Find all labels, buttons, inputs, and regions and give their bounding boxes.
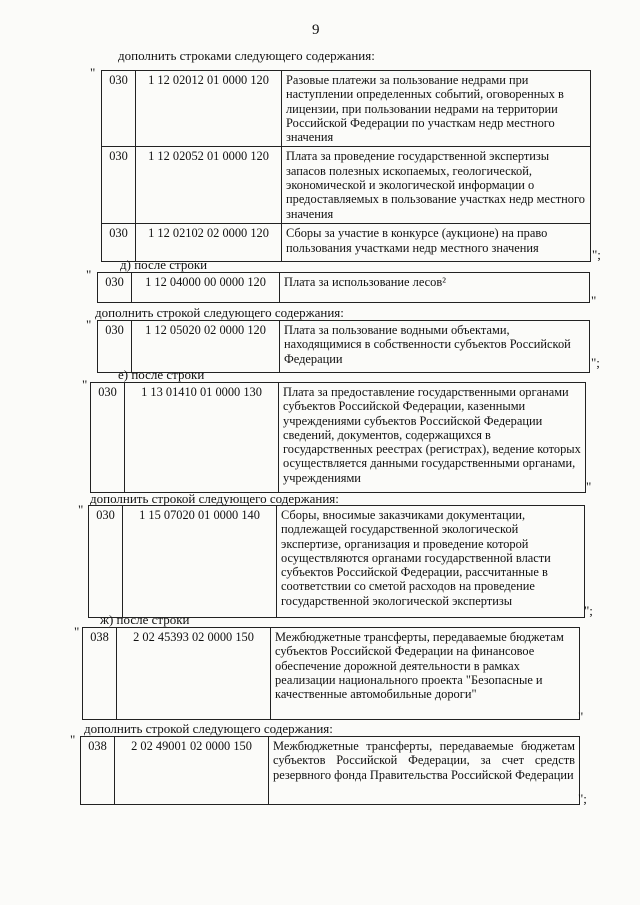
revenue-name-cell: Сборы, вносимые заказчиками документации, подлежащей государственной экологической экспертизе, организация и проведение которой осуществляются органами государственной власти субъектов Российской Федерации, рассчитанные в соответствии со сметой расходов на проведение государственной экологической экспертизы [277,506,585,618]
admin-code-cell: 030 [102,147,136,224]
block-intro: дополнить строкой следующего содержания: [95,305,344,320]
revenue-name-cell: Плата за использование лесов² [280,273,590,303]
open-quote: " [90,65,96,80]
block-intro: е) после строки [118,367,205,382]
revenue-name-cell: Плата за проведение государственной экспертизы запасов полезных ископаемых, геологической, экономической и экологической информации о предоставляемых в пользование участках недр местного значения [282,147,591,224]
close-quote: " [578,709,584,724]
code-table [88,505,585,618]
close-quote: " [586,479,592,494]
table-row [81,737,580,805]
open-quote: " [86,317,92,332]
block-intro: дополнить строкой следующего содержания: [90,491,339,506]
admin-code-cell: 030 [102,224,136,262]
block-intro: ж) после строки [100,612,190,627]
open-quote: " [74,624,80,639]
open-quote: " [86,267,92,282]
table-row [83,628,580,720]
table-row [102,147,591,224]
code-table [97,320,590,373]
block-intro: д) после строки [120,257,208,272]
table-row [102,71,591,147]
admin-code-cell: 038 [83,628,117,720]
revenue-code-cell: 2 02 49001 02 0000 150 [115,737,269,805]
code-table [97,272,590,303]
admin-code-cell: 030 [98,273,132,303]
revenue-code-cell: 2 02 45393 02 0000 150 [117,628,271,720]
admin-code-cell: 030 [102,71,136,147]
code-table [80,736,580,805]
admin-code-cell: 038 [81,737,115,805]
close-quote: " [591,293,597,308]
table-row [91,383,586,493]
block-intro: дополнить строкой следующего содержания: [84,721,333,736]
revenue-code-cell: 1 15 07020 01 0000 140 [123,506,277,618]
open-quote: " [78,502,84,517]
open-quote: " [70,732,76,747]
admin-code-cell: 030 [98,321,132,373]
close-quote: "; [591,355,600,370]
revenue-code-cell: 1 12 02102 02 0000 120 [136,224,282,262]
code-table [82,627,580,720]
revenue-name-cell: Плата за пользование водными объектами, находящимися в собственности субъектов Российской Федерации [280,321,590,373]
open-quote: " [82,377,88,392]
close-quote: "; [578,791,587,806]
revenue-name-cell: Разовые платежи за пользование недрами при наступлении определенных событий, оговоренных в лицензии, при пользовании недрами на территории Российской Федерации по участкам недр местного значения [282,71,591,147]
close-quote: "; [592,247,601,262]
revenue-name-cell: Сборы за участие в конкурсе (аукционе) на право пользования участками недр местного значения [282,224,591,262]
code-table [101,70,591,262]
revenue-name-cell: Межбюджетные трансферты, передаваемые бюджетам субъектов Российской Федерации, за счет средств резервного фонда Правительства Российской Федерации [269,737,580,805]
block-intro: дополнить строками следующего содержания: [118,48,375,63]
revenue-code-cell: 1 12 02012 01 0000 120 [136,71,282,147]
revenue-code-cell: 1 12 04000 00 0000 120 [132,273,280,303]
code-table [90,382,586,493]
admin-code-cell: 030 [89,506,123,618]
table-row [89,506,585,618]
revenue-name-cell: Межбюджетные трансферты, передаваемые бюджетам субъектов Российской Федерации на финансовое обеспечение дорожной деятельности в рамках реализации национального проекта "Безопасные и качественные автомобильные дороги" [271,628,580,720]
table-row [98,321,590,373]
page-number: 9 [312,22,320,38]
revenue-code-cell: 1 12 02052 01 0000 120 [136,147,282,224]
admin-code-cell: 030 [91,383,125,493]
close-quote: "; [584,603,593,618]
revenue-name-cell: Плата за предоставление государственными органами субъектов Российской Федерации, казенными учреждениями субъектов Российской Федерации сведений, документов, содержащихся в государственных реестрах (регистрах), ведение которых осуществляется данными государственными органами, учреждениями [279,383,586,493]
revenue-code-cell: 1 12 05020 02 0000 120 [132,321,280,373]
table-row [98,273,590,303]
revenue-code-cell: 1 13 01410 01 0000 130 [125,383,279,493]
